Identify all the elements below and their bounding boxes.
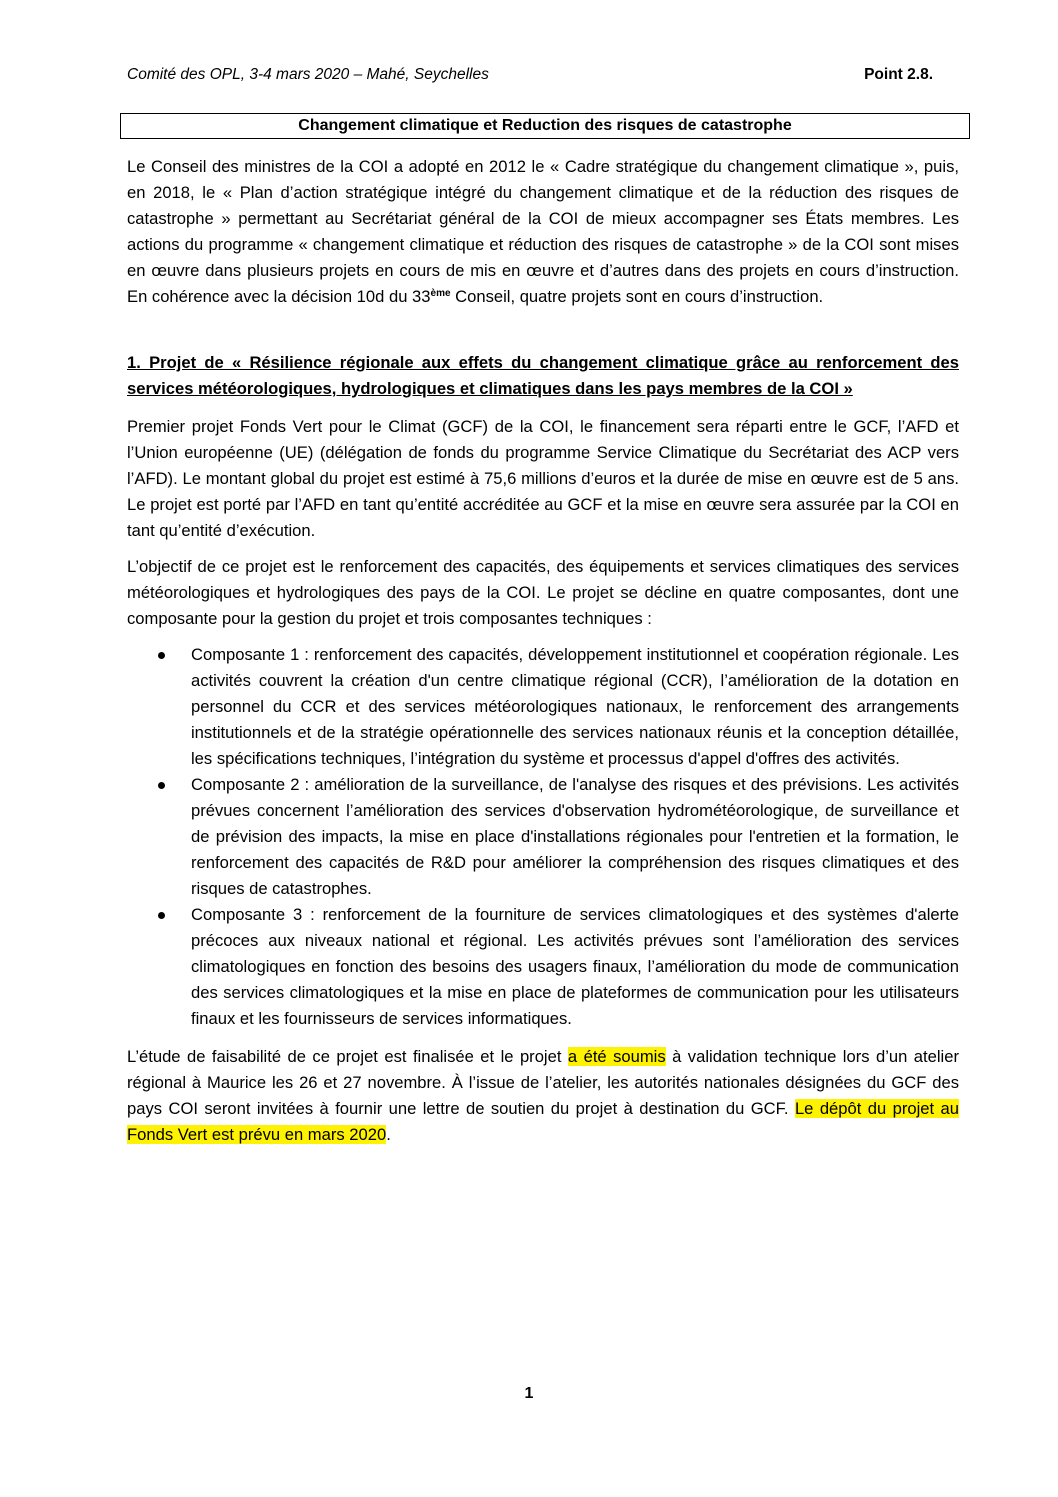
list-item-text: Composante 3 : renforcement de la fourniture de services climatologiques et des systèmes d'alerte précoces aux niveaux national et régional. Les activités prévues sont l’amélioration des services climatologiques en fonction des besoins des usagers finaux, l’amélioration du mode de communication des services climatologiques et la mise en place de plateformes de communication pour les utilisateurs finaux et les fournisseurs de services informatiques. xyxy=(191,905,959,1028)
para3-text-2: à validation technique lors d’un atelier régional à Maurice les 26 et 27 novembre. À l’issue de l’atelier, les autorités nationales désignées du GCF des pays COI seront invitées à fournir une lettre de soutien du projet à destination du GCF. xyxy=(127,1047,959,1118)
highlighted-text-deposit: Le dépôt du projet au Fonds Vert est prévu en mars 2020 xyxy=(127,1099,959,1144)
document-title: Changement climatique et Reduction des risques de catastrophe xyxy=(120,113,970,139)
list-item-text: Composante 1 : renforcement des capacités, développement institutionnel et coopération régionale. Les activités couvrent la création d'un centre climatique régional (CCR), l’amélioration de la dotation en personnel du CCR et des services météorologiques nationaux, le renforcement des arrangements institutionnels et de la stratégie opérationnelle des services nationaux réunis et la conception détaillée, les spécifications techniques, l’intégration du système et processus d'appel d'offres des activités. xyxy=(191,645,959,768)
ordinal-superscript: ème xyxy=(430,288,451,299)
intro-text-end: Conseil, quatre projets sont en cours d’instruction. xyxy=(450,287,824,306)
highlighted-text-submitted: a été soumis xyxy=(567,1047,666,1066)
section-1-paragraph-2: L’objectif de ce projet est le renforcement des capacités, des équipements et services climatiques des services météorologiques et hydrologiques des pays de la COI. Le projet se décline en quatre composantes, dont une composante pour la gestion du projet et trois composantes techniques : xyxy=(127,557,959,628)
intro-text: Le Conseil des ministres de la COI a adopté en 2012 le « Cadre stratégique du changement climatique », puis, en 2018, le « Plan d’action stratégique intégré du changement climatique et de la réduction des risques de catastrophe » permettant au Secrétariat général de la COI de mieux accompagner ses États membres. Les actions du programme « changement climatique et réduction des risques de catastrophe » de la COI sont mises en œuvre dans plusieurs projets en cours de mis en œuvre et d’autres dans des projets en cours d’instruction. En cohérence avec la décision 10d du 33 xyxy=(127,157,959,306)
list-item xyxy=(127,642,959,772)
document-body xyxy=(127,154,959,1158)
para3-text-3: . xyxy=(386,1125,391,1144)
section-1-title: 1. Projet de « Résilience régionale aux effets du changement climatique grâce au renforcement des services météorologiques, hydrologiques et climatiques dans les pays membres de la COI » xyxy=(127,353,959,398)
bullet-icon xyxy=(158,652,165,659)
list-item xyxy=(127,902,959,1032)
bullet-icon xyxy=(158,912,165,919)
page-header xyxy=(127,66,933,90)
components-list xyxy=(127,642,959,1032)
header-meeting-info: Comité des OPL, 3-4 mars 2020 – Mahé, Seychelles xyxy=(127,66,489,83)
header-agenda-point: Point 2.8. xyxy=(864,66,933,83)
section-1-paragraph-1: Premier projet Fonds Vert pour le Climat (GCF) de la COI, le financement sera réparti entre le GCF, l’AFD et l’Union européenne (UE) (délégation de fonds du programme Service Climatique du Secrétariat des ACP vers l’AFD). Le montant global du projet est estimé à 75,6 millions d’euros et la durée de mise en œuvre est de 5 ans. Le projet est porté par l’AFD en tant qu’entité accréditée au GCF et la mise en œuvre sera assurée par la COI en tant qu’entité d’exécution. xyxy=(127,417,959,540)
section-1-paragraph-3 xyxy=(127,1044,959,1148)
list-item xyxy=(127,772,959,902)
bullet-icon xyxy=(158,782,165,789)
intro-paragraph xyxy=(127,154,959,310)
list-item-text: Composante 2 : amélioration de la surveillance, de l'analyse des risques et des prévisions. Les activités prévues concernent l’amélioration des services d'observation hydrométéorologique, de surveillance et de prévision des impacts, la mise en place d'installations régionales pour l'entretien et la formation, le renforcement des capacités de R&D pour améliorer la compréhension des risques climatiques et des risques de catastrophes. xyxy=(191,775,959,898)
para3-text-1: L’étude de faisabilité de ce projet est finalisée et le projet xyxy=(127,1047,568,1066)
page-number: 1 xyxy=(524,1385,534,1402)
